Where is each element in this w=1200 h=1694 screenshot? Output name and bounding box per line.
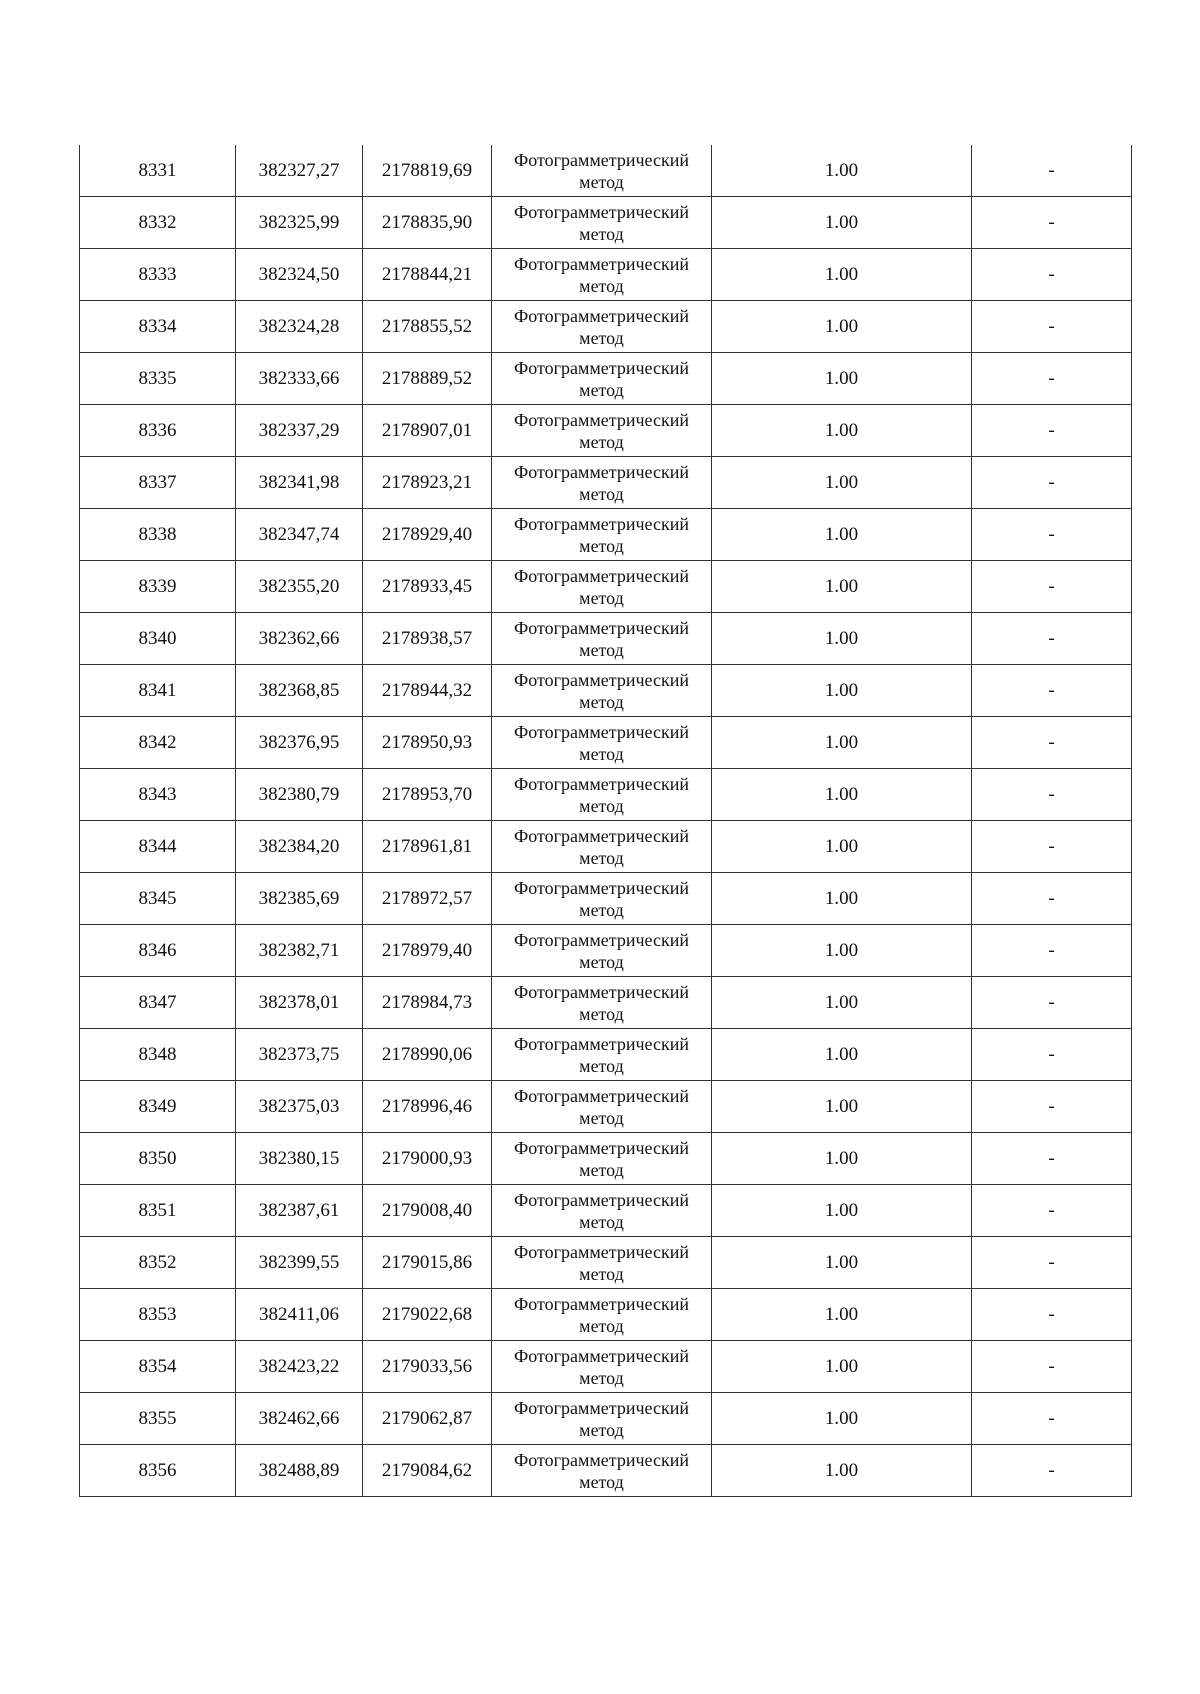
point-number-cell: 8353: [80, 1289, 236, 1341]
table-row: [80, 1237, 1132, 1289]
accuracy-cell: 1.00: [712, 821, 972, 873]
method-line-1: Фотограмметрический: [514, 357, 689, 378]
table-row: [80, 1445, 1132, 1497]
y-coordinate-cell: 2178972,57: [363, 873, 492, 925]
note-cell: -: [972, 353, 1132, 405]
note-cell: -: [972, 821, 1132, 873]
table-row: [80, 561, 1132, 613]
note-cell: -: [972, 1341, 1132, 1393]
point-number-cell: 8350: [80, 1133, 236, 1185]
method-line-2: метод: [579, 1055, 624, 1076]
method-line-1: Фотограмметрический: [514, 929, 689, 950]
x-coordinate-cell: 382368,85: [236, 665, 363, 717]
note-cell: -: [972, 1289, 1132, 1341]
point-number-cell: 8355: [80, 1393, 236, 1445]
note-cell: -: [972, 197, 1132, 249]
x-coordinate-cell: 382376,95: [236, 717, 363, 769]
coordinates-table-body: [80, 145, 1132, 1497]
method-line-2: метод: [579, 1107, 624, 1128]
accuracy-cell: 1.00: [712, 769, 972, 821]
method-cell: [492, 1393, 712, 1445]
point-number-cell: 8333: [80, 249, 236, 301]
y-coordinate-cell: 2178953,70: [363, 769, 492, 821]
method-line-2: метод: [579, 327, 624, 348]
note-cell: -: [972, 613, 1132, 665]
y-coordinate-cell: 2179008,40: [363, 1185, 492, 1237]
point-number-cell: 8348: [80, 1029, 236, 1081]
table-row: [80, 717, 1132, 769]
table-row: [80, 197, 1132, 249]
note-cell: -: [972, 1029, 1132, 1081]
point-number-cell: 8351: [80, 1185, 236, 1237]
method-line-2: метод: [579, 1159, 624, 1180]
point-number-cell: 8341: [80, 665, 236, 717]
y-coordinate-cell: 2179033,56: [363, 1341, 492, 1393]
table-row: [80, 665, 1132, 717]
method-line-2: метод: [579, 1315, 624, 1336]
accuracy-cell: 1.00: [712, 145, 972, 197]
table-row: [80, 457, 1132, 509]
accuracy-cell: 1.00: [712, 1289, 972, 1341]
x-coordinate-cell: 382324,28: [236, 301, 363, 353]
method-cell: [492, 561, 712, 613]
y-coordinate-cell: 2178979,40: [363, 925, 492, 977]
y-coordinate-cell: 2178990,06: [363, 1029, 492, 1081]
note-cell: -: [972, 1393, 1132, 1445]
x-coordinate-cell: 382380,15: [236, 1133, 363, 1185]
y-coordinate-cell: 2179084,62: [363, 1445, 492, 1497]
accuracy-cell: 1.00: [712, 301, 972, 353]
y-coordinate-cell: 2178961,81: [363, 821, 492, 873]
method-line-2: метод: [579, 951, 624, 972]
note-cell: -: [972, 509, 1132, 561]
note-cell: -: [972, 457, 1132, 509]
method-line-1: Фотограмметрический: [514, 565, 689, 586]
y-coordinate-cell: 2178819,69: [363, 145, 492, 197]
method-line-2: метод: [579, 639, 624, 660]
method-cell: [492, 1029, 712, 1081]
method-line-1: Фотограмметрический: [514, 253, 689, 274]
point-number-cell: 8347: [80, 977, 236, 1029]
point-number-cell: 8349: [80, 1081, 236, 1133]
table-row: [80, 405, 1132, 457]
y-coordinate-cell: 2178844,21: [363, 249, 492, 301]
x-coordinate-cell: 382333,66: [236, 353, 363, 405]
table-row: [80, 613, 1132, 665]
method-line-1: Фотограмметрический: [514, 1449, 689, 1470]
point-number-cell: 8345: [80, 873, 236, 925]
x-coordinate-cell: 382399,55: [236, 1237, 363, 1289]
y-coordinate-cell: 2179062,87: [363, 1393, 492, 1445]
table-row: [80, 1133, 1132, 1185]
table-row: [80, 1081, 1132, 1133]
accuracy-cell: 1.00: [712, 405, 972, 457]
method-line-1: Фотограмметрический: [514, 825, 689, 846]
method-line-1: Фотограмметрический: [514, 669, 689, 690]
note-cell: -: [972, 977, 1132, 1029]
y-coordinate-cell: 2178944,32: [363, 665, 492, 717]
x-coordinate-cell: 382355,20: [236, 561, 363, 613]
point-number-cell: 8352: [80, 1237, 236, 1289]
y-coordinate-cell: 2179022,68: [363, 1289, 492, 1341]
method-line-2: метод: [579, 1471, 624, 1492]
x-coordinate-cell: 382347,74: [236, 509, 363, 561]
method-cell: [492, 613, 712, 665]
table-row: [80, 821, 1132, 873]
method-cell: [492, 249, 712, 301]
point-number-cell: 8343: [80, 769, 236, 821]
table-row: [80, 249, 1132, 301]
accuracy-cell: 1.00: [712, 457, 972, 509]
y-coordinate-cell: 2178938,57: [363, 613, 492, 665]
method-line-2: метод: [579, 379, 624, 400]
note-cell: -: [972, 561, 1132, 613]
table-row: [80, 1341, 1132, 1393]
x-coordinate-cell: 382423,22: [236, 1341, 363, 1393]
note-cell: -: [972, 405, 1132, 457]
y-coordinate-cell: 2179000,93: [363, 1133, 492, 1185]
method-cell: [492, 1133, 712, 1185]
method-cell: [492, 1289, 712, 1341]
point-number-cell: 8346: [80, 925, 236, 977]
method-line-2: метод: [579, 275, 624, 296]
method-cell: [492, 769, 712, 821]
point-number-cell: 8335: [80, 353, 236, 405]
table-row: [80, 145, 1132, 197]
method-line-2: метод: [579, 1419, 624, 1440]
point-number-cell: 8338: [80, 509, 236, 561]
method-cell: [492, 509, 712, 561]
y-coordinate-cell: 2178855,52: [363, 301, 492, 353]
method-line-1: Фотограмметрический: [514, 1033, 689, 1054]
accuracy-cell: 1.00: [712, 873, 972, 925]
note-cell: -: [972, 769, 1132, 821]
method-cell: [492, 1185, 712, 1237]
method-line-1: Фотограмметрический: [514, 773, 689, 794]
method-line-1: Фотограмметрический: [514, 1137, 689, 1158]
x-coordinate-cell: 382378,01: [236, 977, 363, 1029]
method-cell: [492, 717, 712, 769]
y-coordinate-cell: 2178996,46: [363, 1081, 492, 1133]
x-coordinate-cell: 382327,27: [236, 145, 363, 197]
method-cell: [492, 977, 712, 1029]
accuracy-cell: 1.00: [712, 613, 972, 665]
table-row: [80, 1393, 1132, 1445]
point-number-cell: 8334: [80, 301, 236, 353]
x-coordinate-cell: 382341,98: [236, 457, 363, 509]
method-line-2: метод: [579, 1263, 624, 1284]
accuracy-cell: 1.00: [712, 353, 972, 405]
table-row: [80, 925, 1132, 977]
method-cell: [492, 1237, 712, 1289]
table-row: [80, 873, 1132, 925]
note-cell: -: [972, 145, 1132, 197]
method-line-2: метод: [579, 483, 624, 504]
x-coordinate-cell: 382375,03: [236, 1081, 363, 1133]
method-cell: [492, 821, 712, 873]
table-row: [80, 353, 1132, 405]
method-line-1: Фотограмметрический: [514, 149, 689, 170]
point-number-cell: 8340: [80, 613, 236, 665]
method-line-2: метод: [579, 691, 624, 712]
y-coordinate-cell: 2178907,01: [363, 405, 492, 457]
accuracy-cell: 1.00: [712, 925, 972, 977]
point-number-cell: 8336: [80, 405, 236, 457]
accuracy-cell: 1.00: [712, 561, 972, 613]
point-number-cell: 8337: [80, 457, 236, 509]
note-cell: -: [972, 1133, 1132, 1185]
method-cell: [492, 873, 712, 925]
y-coordinate-cell: 2178929,40: [363, 509, 492, 561]
y-coordinate-cell: 2178984,73: [363, 977, 492, 1029]
y-coordinate-cell: 2178923,21: [363, 457, 492, 509]
method-line-1: Фотограмметрический: [514, 1241, 689, 1262]
method-line-2: метод: [579, 535, 624, 556]
method-line-1: Фотограмметрический: [514, 1085, 689, 1106]
note-cell: -: [972, 301, 1132, 353]
method-line-2: метод: [579, 847, 624, 868]
y-coordinate-cell: 2178933,45: [363, 561, 492, 613]
method-line-1: Фотограмметрический: [514, 1293, 689, 1314]
y-coordinate-cell: 2178889,52: [363, 353, 492, 405]
x-coordinate-cell: 382462,66: [236, 1393, 363, 1445]
method-line-1: Фотограмметрический: [514, 1345, 689, 1366]
table-row: [80, 1185, 1132, 1237]
accuracy-cell: 1.00: [712, 1445, 972, 1497]
method-cell: [492, 197, 712, 249]
x-coordinate-cell: 382337,29: [236, 405, 363, 457]
note-cell: -: [972, 1185, 1132, 1237]
accuracy-cell: 1.00: [712, 665, 972, 717]
method-line-1: Фотограмметрический: [514, 461, 689, 482]
y-coordinate-cell: 2178835,90: [363, 197, 492, 249]
method-line-1: Фотограмметрический: [514, 1189, 689, 1210]
accuracy-cell: 1.00: [712, 977, 972, 1029]
note-cell: -: [972, 665, 1132, 717]
x-coordinate-cell: 382380,79: [236, 769, 363, 821]
method-line-2: метод: [579, 171, 624, 192]
x-coordinate-cell: 382387,61: [236, 1185, 363, 1237]
point-number-cell: 8342: [80, 717, 236, 769]
method-line-1: Фотограмметрический: [514, 1397, 689, 1418]
point-number-cell: 8354: [80, 1341, 236, 1393]
table-row: [80, 301, 1132, 353]
method-line-1: Фотограмметрический: [514, 409, 689, 430]
method-cell: [492, 145, 712, 197]
note-cell: -: [972, 249, 1132, 301]
table-row: [80, 977, 1132, 1029]
point-number-cell: 8332: [80, 197, 236, 249]
method-line-2: метод: [579, 1211, 624, 1232]
method-line-2: метод: [579, 1003, 624, 1024]
x-coordinate-cell: 382382,71: [236, 925, 363, 977]
accuracy-cell: 1.00: [712, 717, 972, 769]
method-line-1: Фотограмметрический: [514, 305, 689, 326]
note-cell: -: [972, 873, 1132, 925]
method-cell: [492, 353, 712, 405]
x-coordinate-cell: 382324,50: [236, 249, 363, 301]
method-line-1: Фотограмметрический: [514, 981, 689, 1002]
method-line-2: метод: [579, 743, 624, 764]
accuracy-cell: 1.00: [712, 1185, 972, 1237]
method-line-1: Фотограмметрический: [514, 513, 689, 534]
point-number-cell: 8344: [80, 821, 236, 873]
x-coordinate-cell: 382385,69: [236, 873, 363, 925]
method-line-1: Фотограмметрический: [514, 201, 689, 222]
x-coordinate-cell: 382325,99: [236, 197, 363, 249]
accuracy-cell: 1.00: [712, 249, 972, 301]
x-coordinate-cell: 382488,89: [236, 1445, 363, 1497]
x-coordinate-cell: 382373,75: [236, 1029, 363, 1081]
point-number-cell: 8331: [80, 145, 236, 197]
table-row: [80, 509, 1132, 561]
accuracy-cell: 1.00: [712, 1237, 972, 1289]
method-line-2: метод: [579, 899, 624, 920]
accuracy-cell: 1.00: [712, 1081, 972, 1133]
accuracy-cell: 1.00: [712, 1393, 972, 1445]
note-cell: -: [972, 1237, 1132, 1289]
method-cell: [492, 405, 712, 457]
x-coordinate-cell: 382362,66: [236, 613, 363, 665]
method-cell: [492, 925, 712, 977]
accuracy-cell: 1.00: [712, 1029, 972, 1081]
method-line-1: Фотограмметрический: [514, 617, 689, 638]
table-row: [80, 1289, 1132, 1341]
method-line-2: метод: [579, 1367, 624, 1388]
table-row: [80, 769, 1132, 821]
y-coordinate-cell: 2178950,93: [363, 717, 492, 769]
coordinates-table: [79, 145, 1132, 1497]
x-coordinate-cell: 382411,06: [236, 1289, 363, 1341]
accuracy-cell: 1.00: [712, 509, 972, 561]
method-cell: [492, 1341, 712, 1393]
note-cell: -: [972, 1445, 1132, 1497]
method-line-2: метод: [579, 431, 624, 452]
note-cell: -: [972, 1081, 1132, 1133]
point-number-cell: 8339: [80, 561, 236, 613]
accuracy-cell: 1.00: [712, 197, 972, 249]
method-line-2: метод: [579, 795, 624, 816]
method-cell: [492, 301, 712, 353]
method-line-1: Фотограмметрический: [514, 877, 689, 898]
method-line-2: метод: [579, 587, 624, 608]
table-row: [80, 1029, 1132, 1081]
y-coordinate-cell: 2179015,86: [363, 1237, 492, 1289]
method-cell: [492, 1081, 712, 1133]
method-cell: [492, 665, 712, 717]
method-cell: [492, 1445, 712, 1497]
point-number-cell: 8356: [80, 1445, 236, 1497]
method-line-1: Фотограмметрический: [514, 721, 689, 742]
accuracy-cell: 1.00: [712, 1133, 972, 1185]
method-line-2: метод: [579, 223, 624, 244]
method-cell: [492, 457, 712, 509]
accuracy-cell: 1.00: [712, 1341, 972, 1393]
x-coordinate-cell: 382384,20: [236, 821, 363, 873]
note-cell: -: [972, 717, 1132, 769]
note-cell: -: [972, 925, 1132, 977]
